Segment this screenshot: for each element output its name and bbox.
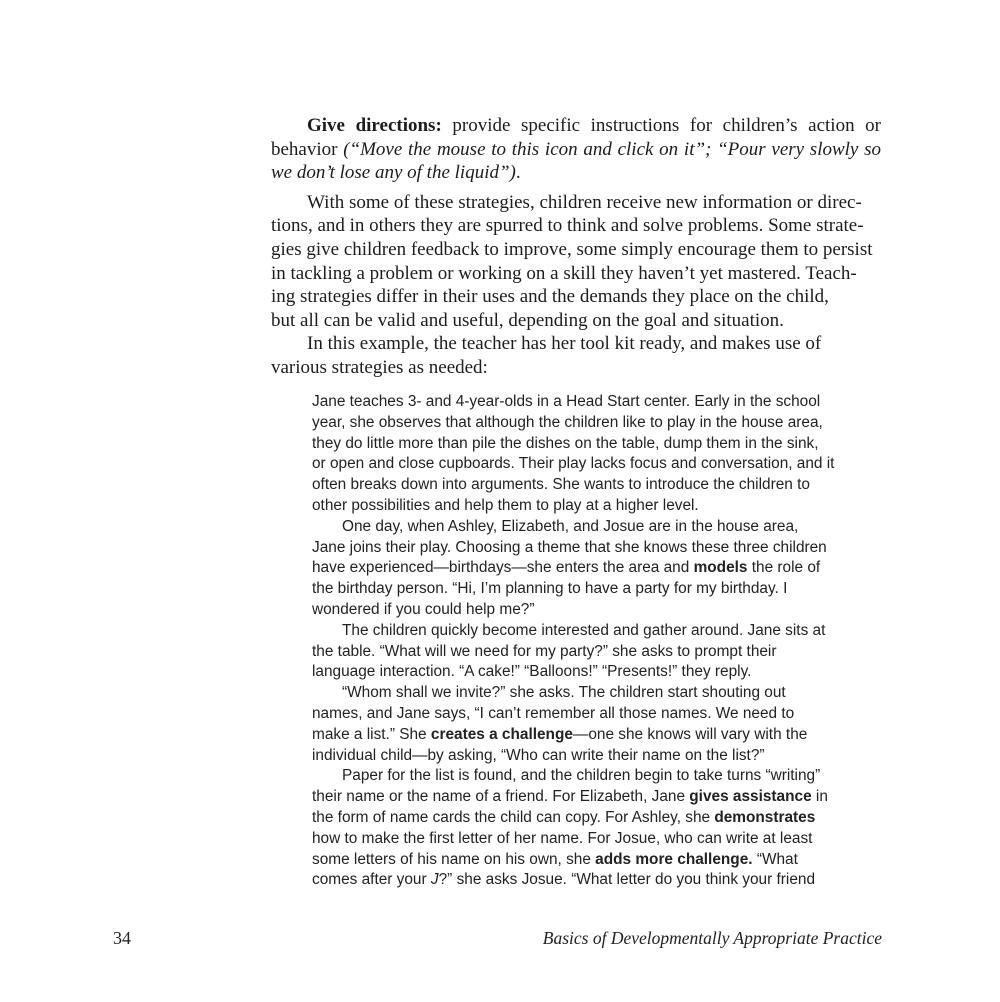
text-line: or open and close cupboards. Their play lacks focus and conversation, and it xyxy=(312,455,835,473)
text-line: year, she observes that although the children like to play in the house area, xyxy=(312,413,823,431)
text-line: have experienced—birthdays—she enters the area and models the role of xyxy=(312,559,821,577)
paragraph-example-intro xyxy=(271,332,881,379)
text-line: The children quickly become interested and gather around. Jane sits at xyxy=(342,621,826,639)
text-line: make a list.” She creates a challenge—one she knows will vary with the xyxy=(312,725,808,743)
strategy-term: demonstrates xyxy=(714,808,816,826)
strategy-term: creates a challenge xyxy=(430,725,573,743)
text-line: With some of these strategies, children receive new information or direc- xyxy=(307,191,862,213)
strategy-label: Give directions: xyxy=(307,115,442,136)
text-line: Paper for the list is found, and the children begin to take turns “writing” xyxy=(342,767,821,785)
text-line: Jane teaches 3- and 4-year-olds in a Head Start center. Early in the school xyxy=(312,393,821,410)
text-line: One day, when Ashley, Elizabeth, and Josue are in the house area, xyxy=(342,517,799,535)
strategy-item-give-directions: Give directions: provide specific instructions for children’s action or behavior (“Move the mouse to this icon and click on it”; “Pour very slowly so we don’t lose any of the liquid”). xyxy=(271,115,881,184)
text-line: ing strategies differ in their uses and the demands they place on the child, xyxy=(271,286,829,308)
page-number: 34 xyxy=(113,928,131,948)
text-line: “Whom shall we invite?” she asks. The children start shouting out xyxy=(342,684,786,702)
text-line: other possibilities and help them to play at a higher level. xyxy=(312,496,699,514)
text-line: the form of name cards the child can copy. For Ashley, she demonstrates xyxy=(312,808,816,826)
text-line: gies give children feedback to improve, some simply encourage them to persist xyxy=(271,238,873,260)
strategy-description: provide specific instructions for children’s action or behavior xyxy=(271,115,881,160)
text-line: often breaks down into arguments. She wants to introduce the children to xyxy=(312,476,810,494)
strategy-term: adds more challenge. xyxy=(595,850,753,868)
body-text xyxy=(271,114,881,380)
strategy-term: gives assistance xyxy=(689,788,812,806)
text-line: In this example, the teacher has her tool kit ready, and makes use of xyxy=(307,333,822,355)
text-line: the table. “What will we need for my party?” she asks to prompt their xyxy=(312,642,777,660)
running-footer-title: Basics of Developmentally Appropriate Practice xyxy=(542,928,882,948)
text-line: in tackling a problem or working on a skill they haven’t yet mastered. Teach- xyxy=(271,262,857,284)
text-line: the birthday person. “Hi, I’m planning to have a party for my birthday. I xyxy=(312,580,788,598)
text-line: language interaction. “A cake!” “Balloons!” “Presents!” they reply. xyxy=(312,663,752,681)
text-line: various strategies as needed: xyxy=(271,356,488,378)
text-line: Jane joins their play. Choosing a theme that she knows these three children xyxy=(312,538,827,556)
text-line: some letters of his name on his own, she adds more challenge. “What xyxy=(312,850,798,868)
strategy-example: (“Move the mouse to this icon and click on it”; “Pour very slowly so we don’t lose any of the liquid”) xyxy=(271,138,881,184)
text-line: tions, and in others they are spurred to think and solve problems. Some strate- xyxy=(271,215,864,237)
text-line: how to make the first letter of her name. For Josue, who can write at least xyxy=(312,829,813,847)
paragraph-strategies xyxy=(271,191,881,333)
text-line: but all can be valid and useful, depending on the goal and situation. xyxy=(271,309,784,331)
text-line: names, and Jane says, “I can’t remember all those names. We need to xyxy=(312,704,795,722)
text-line: wondered if you could help me?” xyxy=(312,600,535,618)
text-line: individual child—by asking, “Who can write their name on the list?” xyxy=(312,746,765,764)
text-line: their name or the name of a friend. For Elizabeth, Jane gives assistance in xyxy=(312,788,828,806)
example-vignette xyxy=(312,392,835,891)
strategy-term: models xyxy=(693,559,748,577)
text-line: comes after your J?” she asks Josue. “What letter do you think your friend xyxy=(312,871,816,889)
text-line: they do little more than pile the dishes on the table, dump them in the sink, xyxy=(312,434,819,452)
